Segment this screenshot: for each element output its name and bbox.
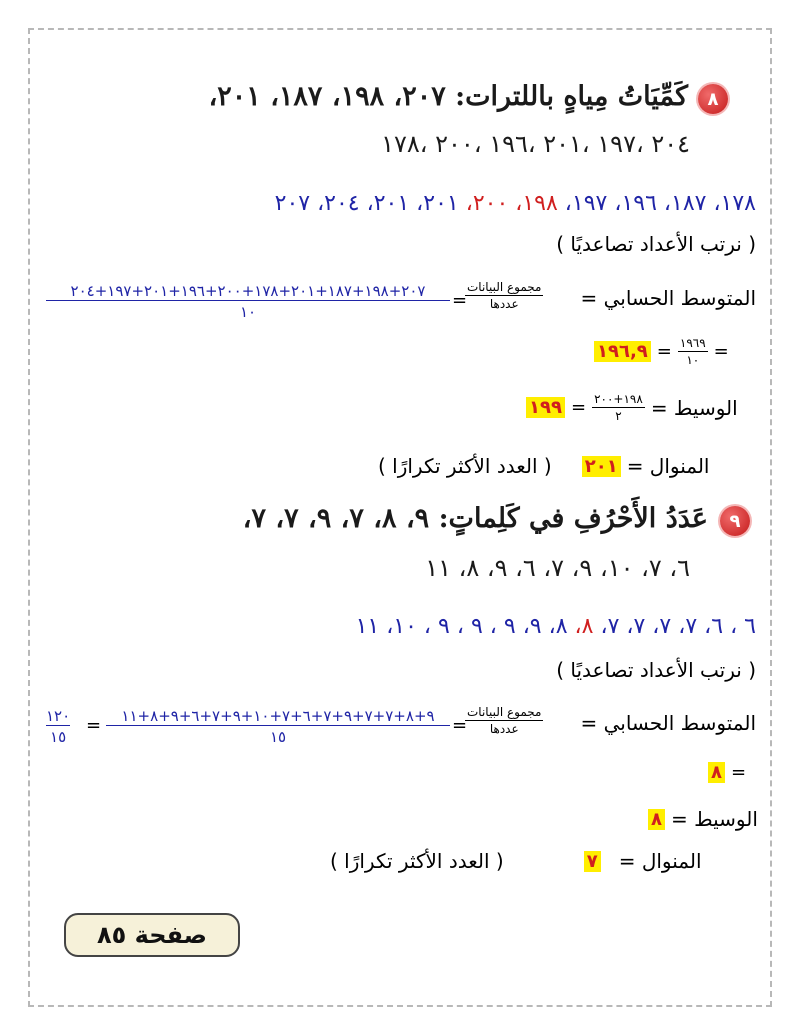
sorted-highlight: ١٩٨، — [508, 191, 558, 216]
fraction-numerator: مجموع البيانات — [467, 705, 542, 719]
equals-sign: = — [452, 715, 468, 736]
mode-label: المنوال = — [618, 849, 702, 873]
mode-note: ( العدد الأكثر تكرارًا ) — [330, 849, 504, 873]
total-numerator: ١٢٠ — [46, 707, 71, 725]
fraction-denominator: عددها — [489, 297, 519, 311]
sum-denominator: ١٥ — [269, 728, 287, 746]
total-denominator: ١٥ — [50, 728, 67, 746]
median-value: ٨ — [648, 809, 665, 830]
median-value: ١٩٩ — [526, 397, 565, 418]
question-9-data-line: ٦، ٧، ١٠، ٩، ٧، ٦، ٩، ٨، ١١ — [425, 554, 690, 582]
mean-label: المتوسط الحسابي = — [580, 286, 756, 310]
question-number: ٨ — [707, 88, 719, 110]
mode-value: ٢٠١ — [582, 456, 621, 477]
question-8-badge — [698, 84, 728, 114]
mode-row — [330, 849, 702, 873]
mean-result-row: ١٩٦,٩ = $\frac{١٩٦٩}{١٠}$ = — [594, 336, 729, 367]
sum-expression: ٩+٨+٧+٧+٩+٧+٦+٧+١٠+٩+٧+٦+٩+٨+١١ — [106, 707, 450, 726]
equals-sign: = — [452, 290, 468, 311]
question-8-data-line: ٢٠٤ ،١٩٧ ،٢٠١ ،١٩٦ ،٢٠٠ ،١٧٨ — [381, 130, 690, 158]
mean-result-row: ٨ = — [708, 762, 746, 783]
mean-value: ١٩٦,٩ — [594, 341, 651, 362]
sum-fraction — [106, 707, 450, 746]
question-8-title: كَمِّيَاتُ مِياهٍ باللترات: ٢٠٧، ١٩٨، ١٨٧، ٢٠١، — [208, 81, 688, 112]
mean-formula-fraction — [465, 280, 543, 311]
mode-row — [378, 454, 709, 478]
median-numerator: ١٩٨+٢٠٠ — [594, 392, 643, 406]
mean-value: ٨ — [708, 762, 725, 783]
sorted-highlight: ٢٠٠، — [458, 191, 509, 216]
total-fraction — [46, 707, 70, 746]
question-9-note: ( نرتب الأعداد تصاعديًا ) — [556, 658, 756, 682]
question-9-badge — [720, 506, 750, 536]
equals-sign: = — [86, 715, 102, 736]
sum-expression: ٢٠٧+١٩٨+١٨٧+٢٠١+١٧٨+٢٠٠+١٩٦+٢٠١+١٩٧+٢٠٤ — [46, 282, 450, 301]
question-9-sorted — [356, 614, 756, 639]
sorted-part: ٦ ، ٦، ٧، ٧، ٧، ٧، — [593, 614, 756, 639]
total-denominator: ١٠ — [686, 353, 700, 367]
fraction-numerator: مجموع البيانات — [467, 280, 542, 294]
question-9-title: عَدَدُ الأَحْرُفِ في كَلِماتٍ: ٩، ٨، ٧، ٩، ٧، ٧، — [242, 503, 708, 534]
sorted-part: ١٧٨، ١٨٧، ١٩٦، ١٩٧، — [557, 191, 756, 216]
page-number-label — [64, 913, 240, 957]
sum-fraction — [46, 282, 450, 321]
total-numerator: ١٩٦٩ — [679, 336, 706, 350]
mean-label: المتوسط الحسابي = — [580, 711, 756, 735]
median-row — [648, 807, 758, 831]
mode-value: ٧ — [584, 851, 601, 872]
sum-denominator: ١٠ — [239, 303, 257, 321]
mode-note: ( العدد الأكثر تكرارًا ) — [378, 454, 552, 478]
question-number: ٩ — [729, 510, 741, 532]
page-number-text: صفحة ٨٥ — [97, 921, 207, 949]
mode-label: المنوال = — [626, 454, 710, 478]
sorted-highlight: ٨، — [567, 614, 594, 639]
sorted-part: ٢٠١، ٢٠١، ٢٠٤، ٢٠٧ — [274, 191, 459, 216]
question-8-sorted — [275, 191, 756, 216]
median-row: ١٩٩ = $\frac{١٩٨+٢٠٠}{٢}$ الوسيط = — [526, 392, 738, 423]
median-denominator: ٢ — [615, 409, 622, 423]
question-8-note: ( نرتب الأعداد تصاعديًا ) — [556, 232, 756, 256]
median-label: الوسيط = — [650, 395, 738, 420]
mean-formula-fraction — [465, 705, 543, 736]
fraction-denominator: عددها — [489, 722, 519, 736]
sorted-part: ٨، ٩، ٩ ، ٩ ، ٩ ، ١٠، ١١ — [355, 614, 568, 639]
median-label: الوسيط = — [671, 807, 758, 831]
